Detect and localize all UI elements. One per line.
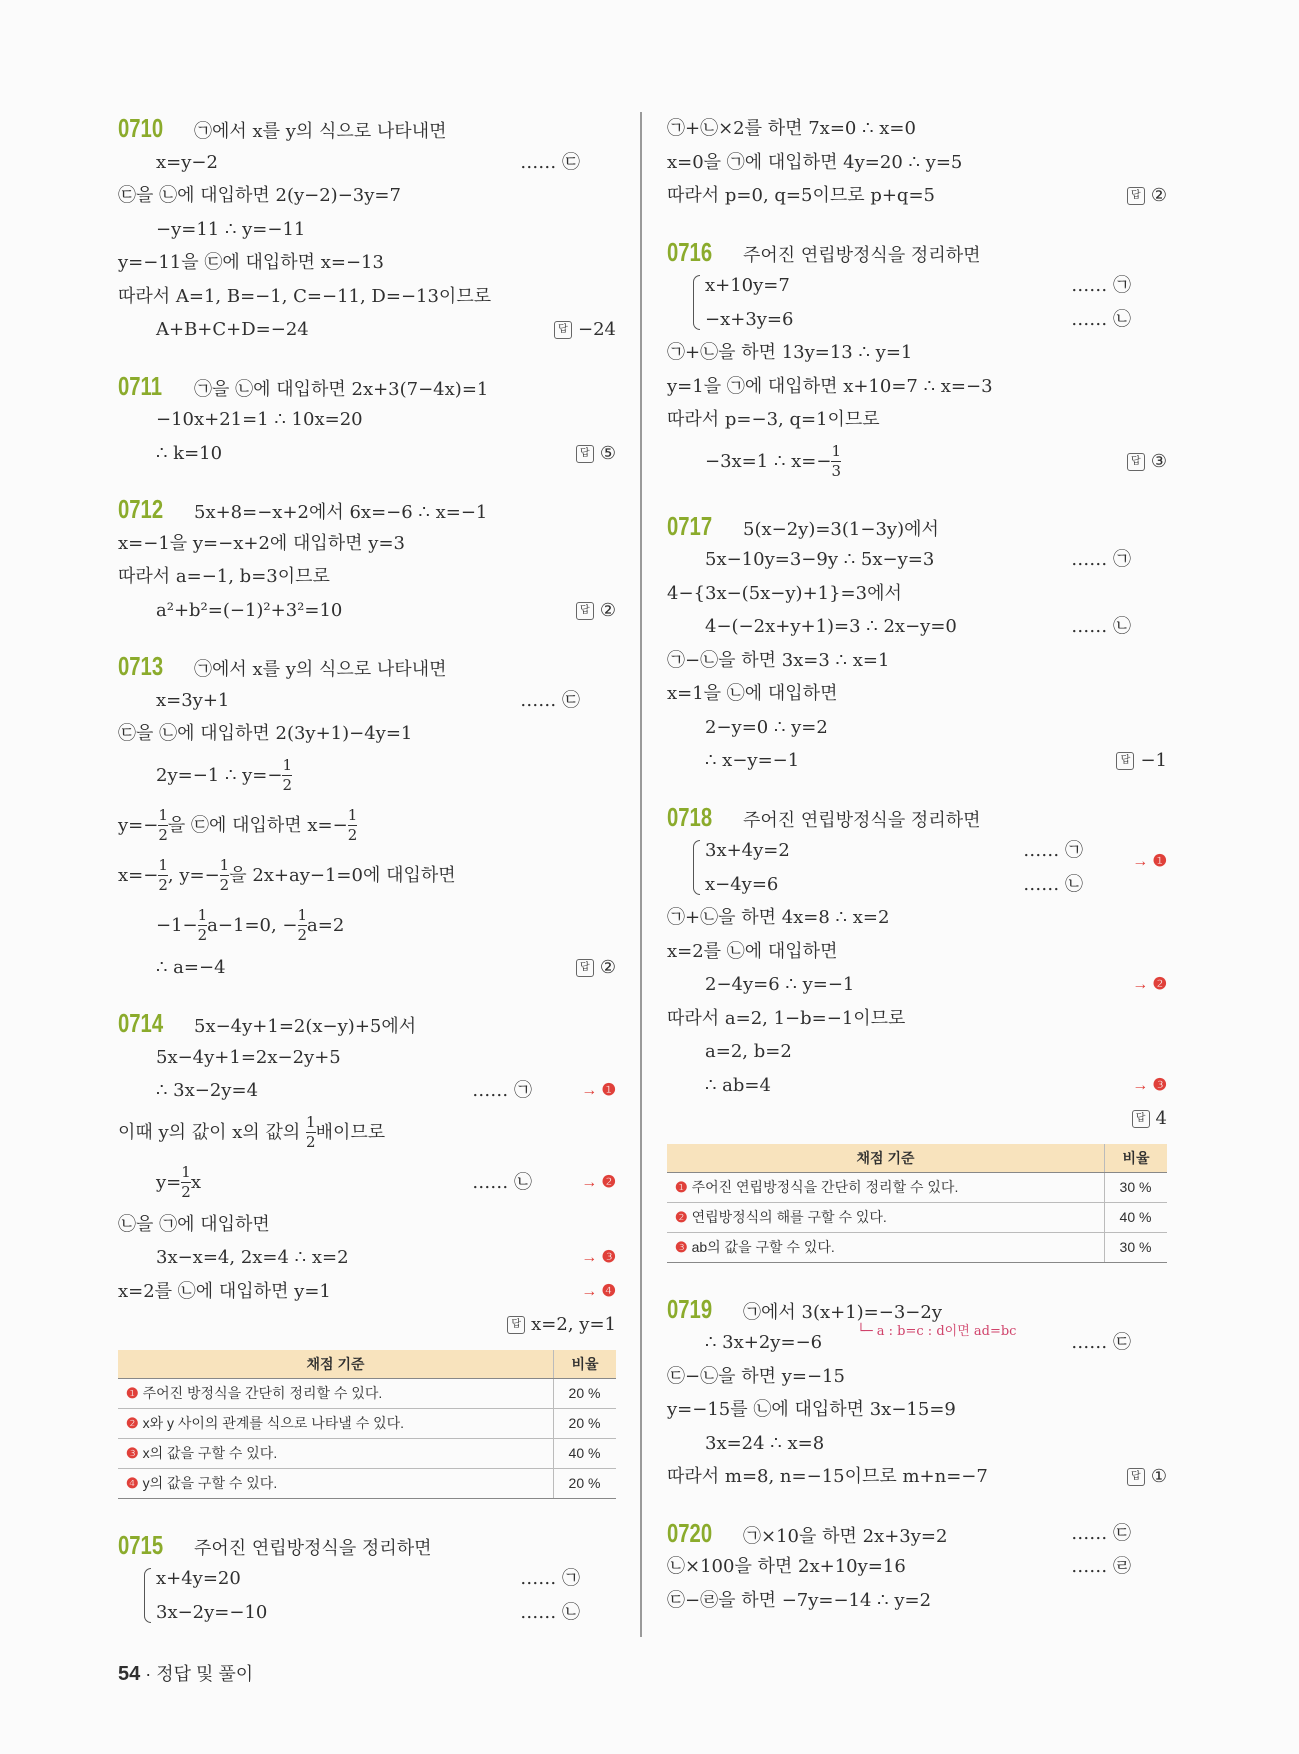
problem-0712-line: 0712 5x+8=−x+2에서 6x=−6 ∴ x=−1 [118,493,616,527]
equation-system: x+10y=7 …… ㉠ −x+3y=6 …… ㉡ [685,269,1167,336]
problem-number: 0711 [118,370,162,401]
solution-line: y= $\frac{1}{2}$ x …… ㉡ → ❷ [118,1158,616,1208]
solution-line [118,1308,616,1342]
problem-number: 0715 [118,1529,164,1560]
table-row: ❶ 주어진 연립방정식을 간단히 정리할 수 있다. 30 % [667,1172,1167,1202]
grading-table-0718: 채점 기준 비율 ❶ 주어진 연립방정식을 간단히 정리할 수 있다. 30 % ❷ 연립방정식의 해를 구할 수 있다. 40 % ❸ ab의 값을 구할 수 있다. 30 % [667,1144,1167,1263]
problem-number: 0716 [667,236,713,267]
solution-line: −y=11 ∴ y=−11 [156,218,306,240]
solution-line: 5x−10y=3−9y ∴ 5x−y=3 …… ㉠ [705,549,1131,570]
problem-0717-line: 0717 5(x−2y)=3(1−3y)에서 [667,510,1167,544]
fraction: $\frac{1}{2}$ [282,756,293,794]
table-row: ❹ y의 값을 구할 수 있다. 20 % [118,1468,616,1498]
page-footer: 54 · 정답 및 풀이 [118,1663,254,1685]
solution-line: 따라서 A=1, B=−1, C=−11, D=−13이므로 [118,285,492,307]
solution-line: x=1을 ㉡에 대입하면 [667,683,838,704]
grading-table-0714: 채점 기준 비율 ❶ 주어진 방정식을 간단히 정리할 수 있다. 20 % ❷ x와 y 사이의 관계를 식으로 나타낼 수 있다. 20 % ❸ x의 값을 구할 수 있다. 40 % ❹ y의 값을 구할 수 있다. 20 % [118,1350,616,1499]
answer: 답 ⑤ [576,437,616,471]
table-row: ❶ 주어진 방정식을 간단히 정리할 수 있다. 20 % [118,1378,616,1408]
answer-icon: 답 [576,959,594,977]
solution-line: 따라서 p=−3, q=1이므로 [667,409,880,430]
problem-0715-line: 0715 주어진 연립방정식을 정리하면 [118,1529,616,1563]
problem-0713-line: 0713 ㉠에서 x를 y의 식으로 나타내면 [118,650,616,684]
answer: 답 ② [1127,179,1167,213]
solution-line: y=−11을 ㉢에 대입하면 x=−13 [118,252,384,273]
solution-line: y=1을 ㉠에 대입하면 x+10=7 ∴ x=−3 [667,375,993,397]
step-marker: → ❸ [1132,1076,1167,1094]
problem-number: 0718 [667,801,713,832]
answer-icon: 답 [1127,453,1145,471]
solution-line: x=y−2 …… ㉢ [156,151,580,173]
solution-line: ㉠+㉡을 하면 4x=8 ∴ x=2 [667,907,890,928]
problem-number: 0719 [667,1293,713,1324]
solution-line: ∴ x−y=−1 답 −1 [667,744,1167,778]
solution-line: ㉢−㉡을 하면 y=−15 [667,1365,845,1387]
left-column [118,112,616,1629]
solution-line: x=−1을 y=−x+2에 대입하면 y=3 [118,532,405,554]
solution-line: ㉡×100을 하면 2x+10y=16 …… ㉣ [667,1556,1131,1577]
solution-line: ㉢을 ㉡에 대입하면 2(y−2)−3y=7 [118,185,401,206]
fraction: $\frac{1}{3}$ [831,442,841,480]
solution-line: ㉢을 ㉡에 대입하면 2(3y+1)−4y=1 [118,723,413,744]
answer: 답 ② [576,951,616,985]
solution-line: 2−y=0 ∴ y=2 [705,716,828,738]
answer-icon: 답 [507,1316,525,1334]
fraction: $\frac{1}{2}$ [347,806,358,844]
answer-icon: 답 [1116,752,1134,770]
solution-line: ∴ k=10 답 ⑤ [118,437,616,471]
solution-line: 3x−x=4, 2x=4 ∴ x=2 → ❸ [118,1241,616,1275]
solution-line: y=−15를 ㉡에 대입하면 3x−15=9 [667,1399,956,1420]
fraction: $\frac{1}{2}$ [181,1163,191,1201]
fraction: $\frac{1}{2}$ [219,856,230,894]
right-column [667,112,1167,1617]
column-divider [640,112,642,1637]
solution-line: ㉠−㉡을 하면 3x=3 ∴ x=1 [667,649,890,671]
solution-line: ㉠+㉡을 하면 13y=13 ∴ y=1 [667,342,913,363]
solution-line: x=2를 ㉡에 대입하면 y=1 → ❹ [118,1275,616,1309]
step-marker: → ❸ [581,1249,616,1266]
solution-line: x=3y+1 …… ㉢ [156,689,580,711]
answer-icon: 답 [576,602,594,620]
solution-line: 4−{3x−(5x−y)+1}=3에서 [667,582,902,604]
solution-line: x=2를 ㉡에 대입하면 [667,940,838,962]
fraction: $\frac{1}{2}$ [297,906,308,944]
solution-line: 2y=−1 ∴ y=− $\frac{1}{2}$ [156,756,293,794]
solution-line: 이때 y의 값이 x의 값의 $\frac{1}{2}$ 배이므로 [118,1113,386,1151]
problem-number: 0712 [118,494,164,524]
solution-line: a=2, b=2 [705,1041,792,1062]
solution-line: ㉢−㉣을 하면 −7y=−14 ∴ y=2 [667,1589,932,1611]
fraction: $\frac{1}{2}$ [158,856,168,894]
step-marker: → ❷ [1132,976,1167,993]
solution-line: x=0을 ㉠에 대입하면 4y=20 ∴ y=5 [667,151,963,173]
solution-line: 4−(−2x+y+1)=3 ∴ 2x−y=0 …… ㉡ [705,616,1131,637]
solution-line [667,1102,1167,1136]
answer-icon: 답 [576,445,594,463]
solution-line: 따라서 p=0, q=5이므로 p+q=5 답 ② [667,179,1167,213]
equation-system: 3x+4y=2 …… ㉠ x−4y=6 …… ㉡ → ❶ [685,834,1167,901]
solution-line: −3x=1 ∴ x=− $\frac{1}{3}$ 답 ③ [667,437,1167,487]
solution-line: ∴ a=−4 답 ② [118,951,616,985]
solution-line: x=− $\frac{1}{2}$ , y=− $\frac{1}{2}$ 을 2x+ay−1=0에 대입하면 [118,856,456,894]
fraction: $\frac{1}{2}$ [306,1113,316,1151]
solution-line: ∴ 3x−2y=4 …… ㉠ → ❶ [118,1074,616,1108]
problem-number: 0714 [118,1008,164,1038]
solution-line: 3x=24 ∴ x=8 [705,1432,825,1454]
answer: 답 x=2, y=1 [507,1308,616,1342]
answer: 답 ② [576,594,616,628]
solution-line: y=− $\frac{1}{2}$ 을 ㉢에 대입하면 x=− $\frac{1}{2}$ [118,806,358,844]
problem-0714-line: 0714 5x−4y+1=2(x−y)+5에서 [118,1007,616,1041]
solution-line: −10x+21=1 ∴ 10x=20 [156,409,363,430]
solution-line: 따라서 a=−1, b=3이므로 [118,566,330,587]
answer: 답 4 [1132,1102,1167,1136]
solution-line: A+B+C+D=−24 답 −24 [118,313,616,347]
solution-line: −1− $\frac{1}{2}$ a−1=0, − $\frac{1}{2}$ a=2 [156,906,345,944]
problem-number: 0717 [667,510,713,541]
answer: 답 −24 [554,313,616,347]
solution-line: 따라서 a=2, 1−b=−1이므로 [667,1007,906,1029]
solution-line: 2−4y=6 ∴ y=−1 → ❷ [667,968,1167,1002]
solution-line: ㉠+㉡×2를 하면 7x=0 ∴ x=0 [667,118,916,139]
page-number: 54 [118,1663,141,1685]
footer-label: 정답 및 풀이 [156,1664,254,1684]
annotation-note: └─ a : b=c : d이면 ad=bc [857,1323,1017,1339]
problem-0719-line: 0719 ㉠에서 3(x+1)=−3−2y └─ a : b=c : d이면 ad=bc [667,1293,1167,1327]
solution-line: a²+b²=(−1)²+3²=10 답 ② [118,594,616,628]
problem-number: 0720 [667,1517,713,1548]
problem-0710-line: 0710 ㉠에서 x를 y의 식으로 나타내면 [118,112,616,146]
problem-0718-line: 0718 주어진 연립방정식을 정리하면 [667,801,1167,835]
problem-number: 0713 [118,651,164,681]
problem-0716-line: 0716 주어진 연립방정식을 정리하면 [667,236,1167,270]
fraction: $\frac{1}{2}$ [197,906,208,944]
solution-line: 5x−4y+1=2x−2y+5 [156,1046,341,1068]
fraction: $\frac{1}{2}$ [158,806,168,844]
solution-line: ∴ 3x+2y=−6 …… ㉢ [705,1332,1131,1353]
step-marker: → ❹ [581,1282,616,1300]
answer-icon: 답 [554,321,572,339]
table-row: ❸ x의 값을 구할 수 있다. 40 % [118,1438,616,1468]
problem-0720-line: 0720 ㉠×10을 하면 2x+3y=2 …… ㉢ [667,1517,1167,1551]
problem-0711-line: 0711 ㉠을 ㉡에 대입하면 2x+3(7−4x)=1 [118,370,616,404]
answer-icon: 답 [1127,187,1145,205]
table-row: ❷ 연립방정식의 해를 구할 수 있다. 40 % [667,1202,1167,1232]
problem-number: 0710 [118,113,164,143]
step-marker: → ❶ [581,1082,616,1099]
table-row: ❷ x와 y 사이의 관계를 식으로 나타낼 수 있다. 20 % [118,1408,616,1438]
answer: 답 ① [1127,1460,1167,1494]
equation-system: x+4y=20 …… ㉠ 3x−2y=−10 …… ㉡ [136,1562,616,1629]
answer-icon: 답 [1132,1110,1150,1128]
answer: 답 −1 [1116,744,1167,778]
solution-line: ㉡을 ㉠에 대입하면 [118,1213,270,1235]
solution-line: ∴ ab=4 → ❸ [667,1069,1167,1103]
solution-line: 따라서 m=8, n=−15이므로 m+n=−7 답 ① [667,1460,1167,1494]
answer-icon: 답 [1127,1468,1145,1486]
step-marker: → ❷ [581,1173,616,1191]
table-row: ❸ ab의 값을 구할 수 있다. 30 % [667,1232,1167,1262]
answer: 답 ③ [1127,437,1167,487]
step-marker: → ❶ [1132,853,1167,870]
